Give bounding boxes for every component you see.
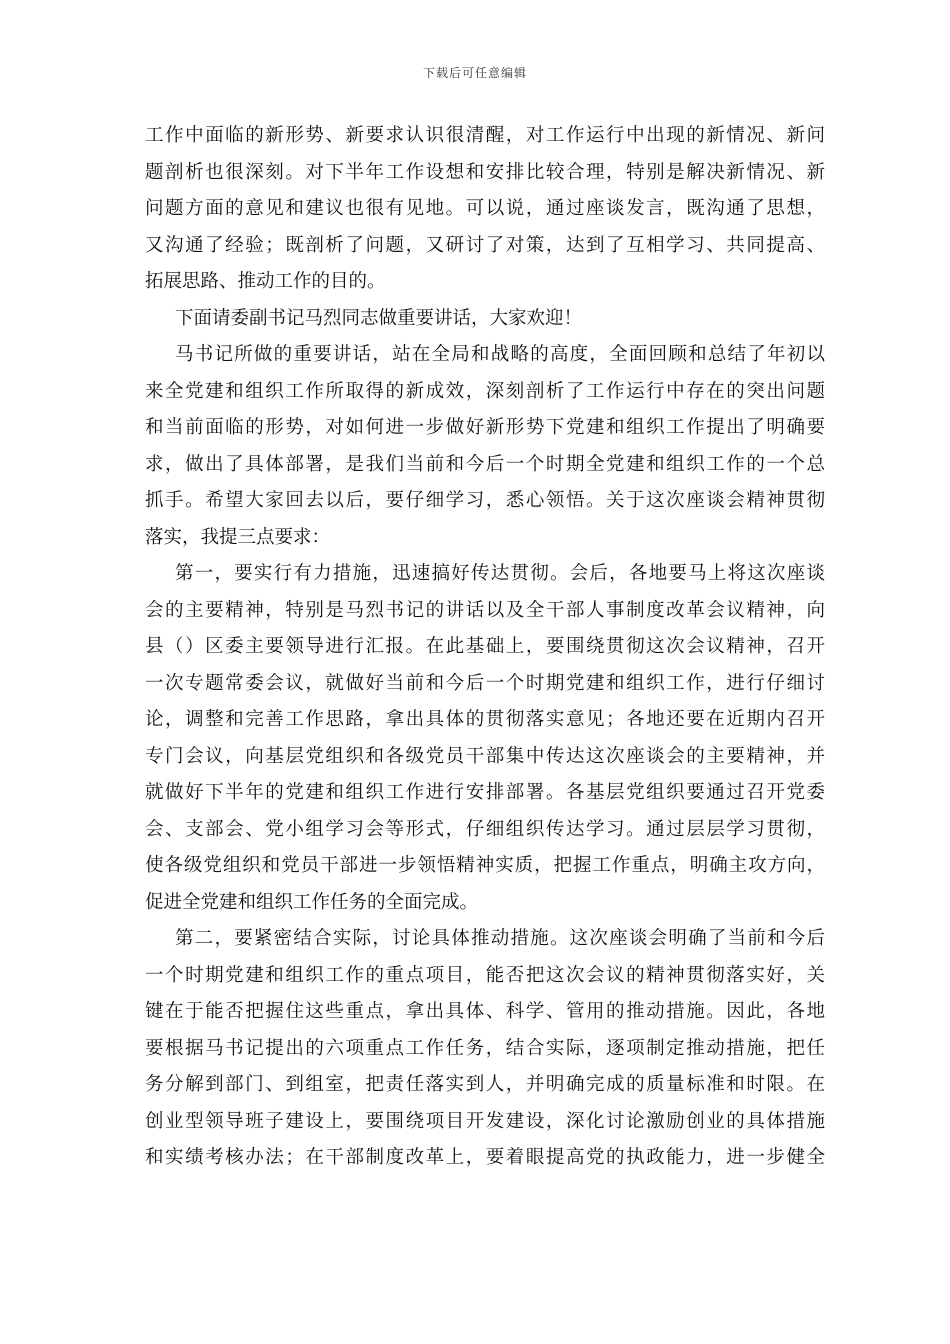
text-line: 和当前面临的形势，对如何进一步做好新形势下党建和组织工作提出了明确要 [145,417,825,438]
text-line: 键在于能否把握住这些重点，拿出具体、科学、管用的推动措施。因此，各地 [145,1001,825,1022]
text-line: 论，调整和完善工作思路，拿出具体的贯彻落实意见；各地还要在近期内召开 [145,709,825,730]
text-line: 会、支部会、党小组学习会等形式，仔细组织传达学习。通过层层学习贯彻， [145,818,825,840]
text-line: 就做好下半年的党建和组织工作进行安排部署。各基层党组织要通过召开党委 [145,782,825,803]
text-line: 要根据马书记提出的六项重点工作任务，结合实际，逐项制定推动措施，把任 [145,1037,825,1059]
text-line: 抓手。希望大家回去以后，要仔细学习，悉心领悟。关于这次座谈会精神贯彻 [145,490,825,511]
document-body [145,118,825,1177]
text-line: 创业型领导班子建设上，要围绕项目开发建设，深化讨论激励创业的具体措施 [145,1110,825,1132]
text-line: 第二，要紧密结合实际，讨论具体推动措施。这次座谈会明确了当前和今后 [175,928,825,949]
header-note: 下载后可任意编辑 [422,66,527,80]
text-line: 工作中面临的新形势、新要求认识很清醒，对工作运行中出现的新情况、新问 [145,125,825,146]
text-line: 务分解到部门、到组室，把责任落实到人，并明确完成的质量标准和时限。在 [145,1074,825,1095]
text-line: 专门会议，向基层党组织和各级党员干部集中传达这次座谈会的主要精神，并 [145,745,825,767]
text-line: 第一，要实行有力措施，迅速搞好传达贯彻。会后，各地要马上将这次座谈 [175,563,825,584]
text-line: 拓展思路、推动工作的目的。 [145,271,386,292]
text-line: 一个时期党建和组织工作的重点项目，能否把这次会议的精神贯彻落实好，关 [145,964,825,986]
text-line: 县（）区委主要领导进行汇报。在此基础上，要围绕贯彻这次会议精神，召开 [145,636,825,657]
text-line: 求，做出了具体部署，是我们当前和今后一个时期全党建和组织工作的一个总 [145,453,825,475]
text-line: 来全党建和组织工作所取得的新成效，深刻剖析了工作运行中存在的突出问题 [145,380,825,402]
text-line: 一次专题常委会议，就做好当前和今后一个时期党建和组织工作，进行仔细讨 [145,672,825,694]
text-line: 促进全党建和组织工作任务的全面完成。 [145,891,479,913]
text-line: 和实绩考核办法；在干部制度改革上，要着眼提高党的执政能力，进一步健全 [145,1147,825,1168]
text-line: 落实，我提三点要求： [145,526,331,548]
text-line: 题剖析也很深刻。对下半年工作设想和安排比较合理，特别是解决新情况、新 [145,161,825,183]
text-line: 又沟通了经验；既剖析了问题，又研讨了对策，达到了互相学习、共同提高、 [145,234,825,256]
text-line: 问题方面的意见和建议也很有见地。可以说，通过座谈发言，既沟通了思想， [145,198,825,219]
text-line: 马书记所做的重要讲话，站在全局和战略的高度，全面回顾和总结了年初以 [175,344,825,365]
text-line: 使各级党组织和党员干部进一步领悟精神实质，把握工作重点，明确主攻方向， [145,855,825,876]
text-line: 会的主要精神，特别是马烈书记的讲话以及全干部人事制度改革会议精神，向 [145,599,825,621]
text-line: 下面请委副书记马烈同志做重要讲话，大家欢迎！ [175,307,583,329]
